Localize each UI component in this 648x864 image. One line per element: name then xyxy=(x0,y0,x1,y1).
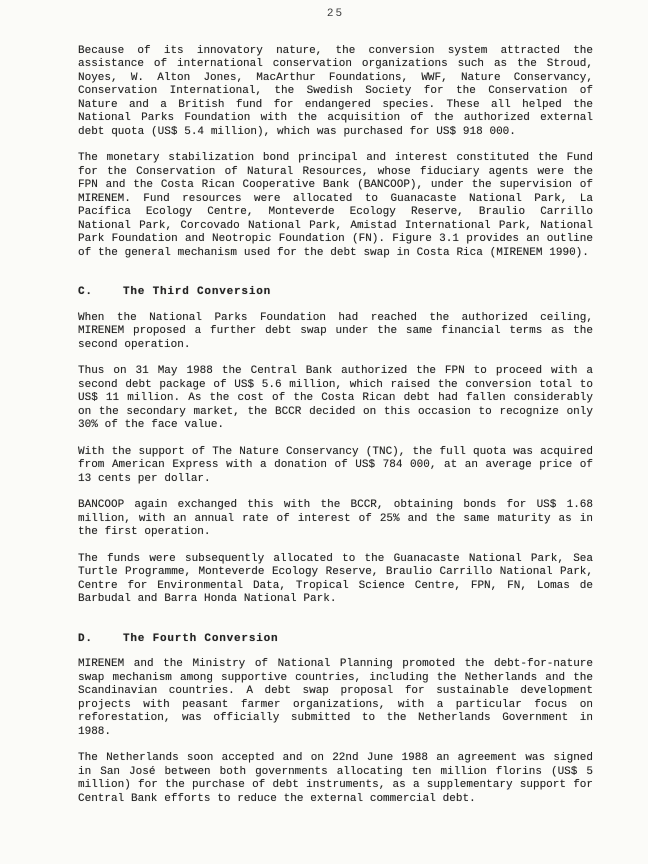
section-title: The Fourth Conversion xyxy=(123,632,279,645)
section-heading-fourth-conversion xyxy=(78,633,593,647)
paragraph-second-debt-package: Thus on 31 May 1988 the Central Bank authorized the FPN to proceed with a second debt package of US$ 5.6 million, which raised the conversion total to US$ 11 million. As the cost of the Costa Rican debt had fallen considerably on the secondary market, the BCCR decided on this occasion to recognize only 30% of the face value. xyxy=(78,365,593,431)
page-number: 25 xyxy=(326,8,345,20)
section-letter: D. xyxy=(78,632,93,645)
paragraph-mirenem-promotion: MIRENEM and the Ministry of National Planning promoted the debt-for-nature swap mechanism among supportive countries, including the Netherlands and the Scandinavian countries. A debt swap proposal for sustainable development projects with peasant farmer organizations, with a particular focus on reforestation, was officially submitted to the Netherlands Government in 1988. xyxy=(78,658,593,738)
section-title: The Third Conversion xyxy=(123,286,272,298)
paragraph-netherlands-agreement: The Netherlands soon accepted and on 22nd June 1988 an agreement was signed in San José between both governments allocating ten million florins (US$ 5 million) for the purchase of debt instruments, as a supplementary support for Central Bank efforts to reduce the external commercial debt. xyxy=(78,752,593,805)
section-letter: C. xyxy=(78,286,93,298)
section-heading-third-conversion xyxy=(78,286,593,300)
paragraph-bancoop-exchange: BANCOOP again exchanged this with the BCCR, obtaining bonds for US$ 1.68 million, with an annual rate of interest of 25% and the same maturity as in the first operation. xyxy=(78,499,593,538)
paragraph-innovatory-nature: Because of its innovatory nature, the conversion system attracted the assistance of international conservation organizations such as the Stroud, Noyes, W. Alton Jones, MacArthur Foundations, WWF, Nature Conservancy, Conservation International, the Swedish Society for the Conservation of Nature and a British fund for endangered species. These all helped the National Parks Foundation with the acquisition of the authorized external debt quota (US$ 5.4 million), which was purchased for US$ 918 000. xyxy=(78,44,593,138)
document-page xyxy=(78,8,593,819)
paragraph-nature-conservancy-support: With the support of The Nature Conservancy (TNC), the full quota was acquired from American Express with a donation of US$ 784 000, at an average price of 13 cents per dollar. xyxy=(78,445,593,485)
paragraph-stabilization-bond: The monetary stabilization bond principal and interest constituted the Fund for the Conservation of Natural Resources, whose fiduciary agents were the FPN and the Costa Rican Cooperative Bank (BANCOOP), under the supervision of MIRENEM. Fund resources were allocated to Guanacaste National Park, La Pacífica Ecology Centre, Monteverde Ecology Reserve, Braulio Carrillo National Park, Corcovado National Park, Amistad International Park, National Park Foundation and Neotropic Foundation (FN). Figure 3.1 provides an outline of the general mechanism used for the debt swap in Costa Rica (MIRENEM 1990). xyxy=(78,152,593,259)
paragraph-authorized-ceiling: When the National Parks Foundation had reached the authorized ceiling, MIRENEM proposed a further debt swap under the same financial terms as the second operation. xyxy=(78,311,593,351)
paragraph-funds-allocation: The funds were subsequently allocated to the Guanacaste National Park, Sea Turtle Programme, Monteverde Ecology Reserve, Braulio Carrillo National Park, Centre for Environmental Data, Tropical Science Centre, FPN, FN, Lomas de Barbudal and Barra Honda National Park. xyxy=(78,552,593,605)
